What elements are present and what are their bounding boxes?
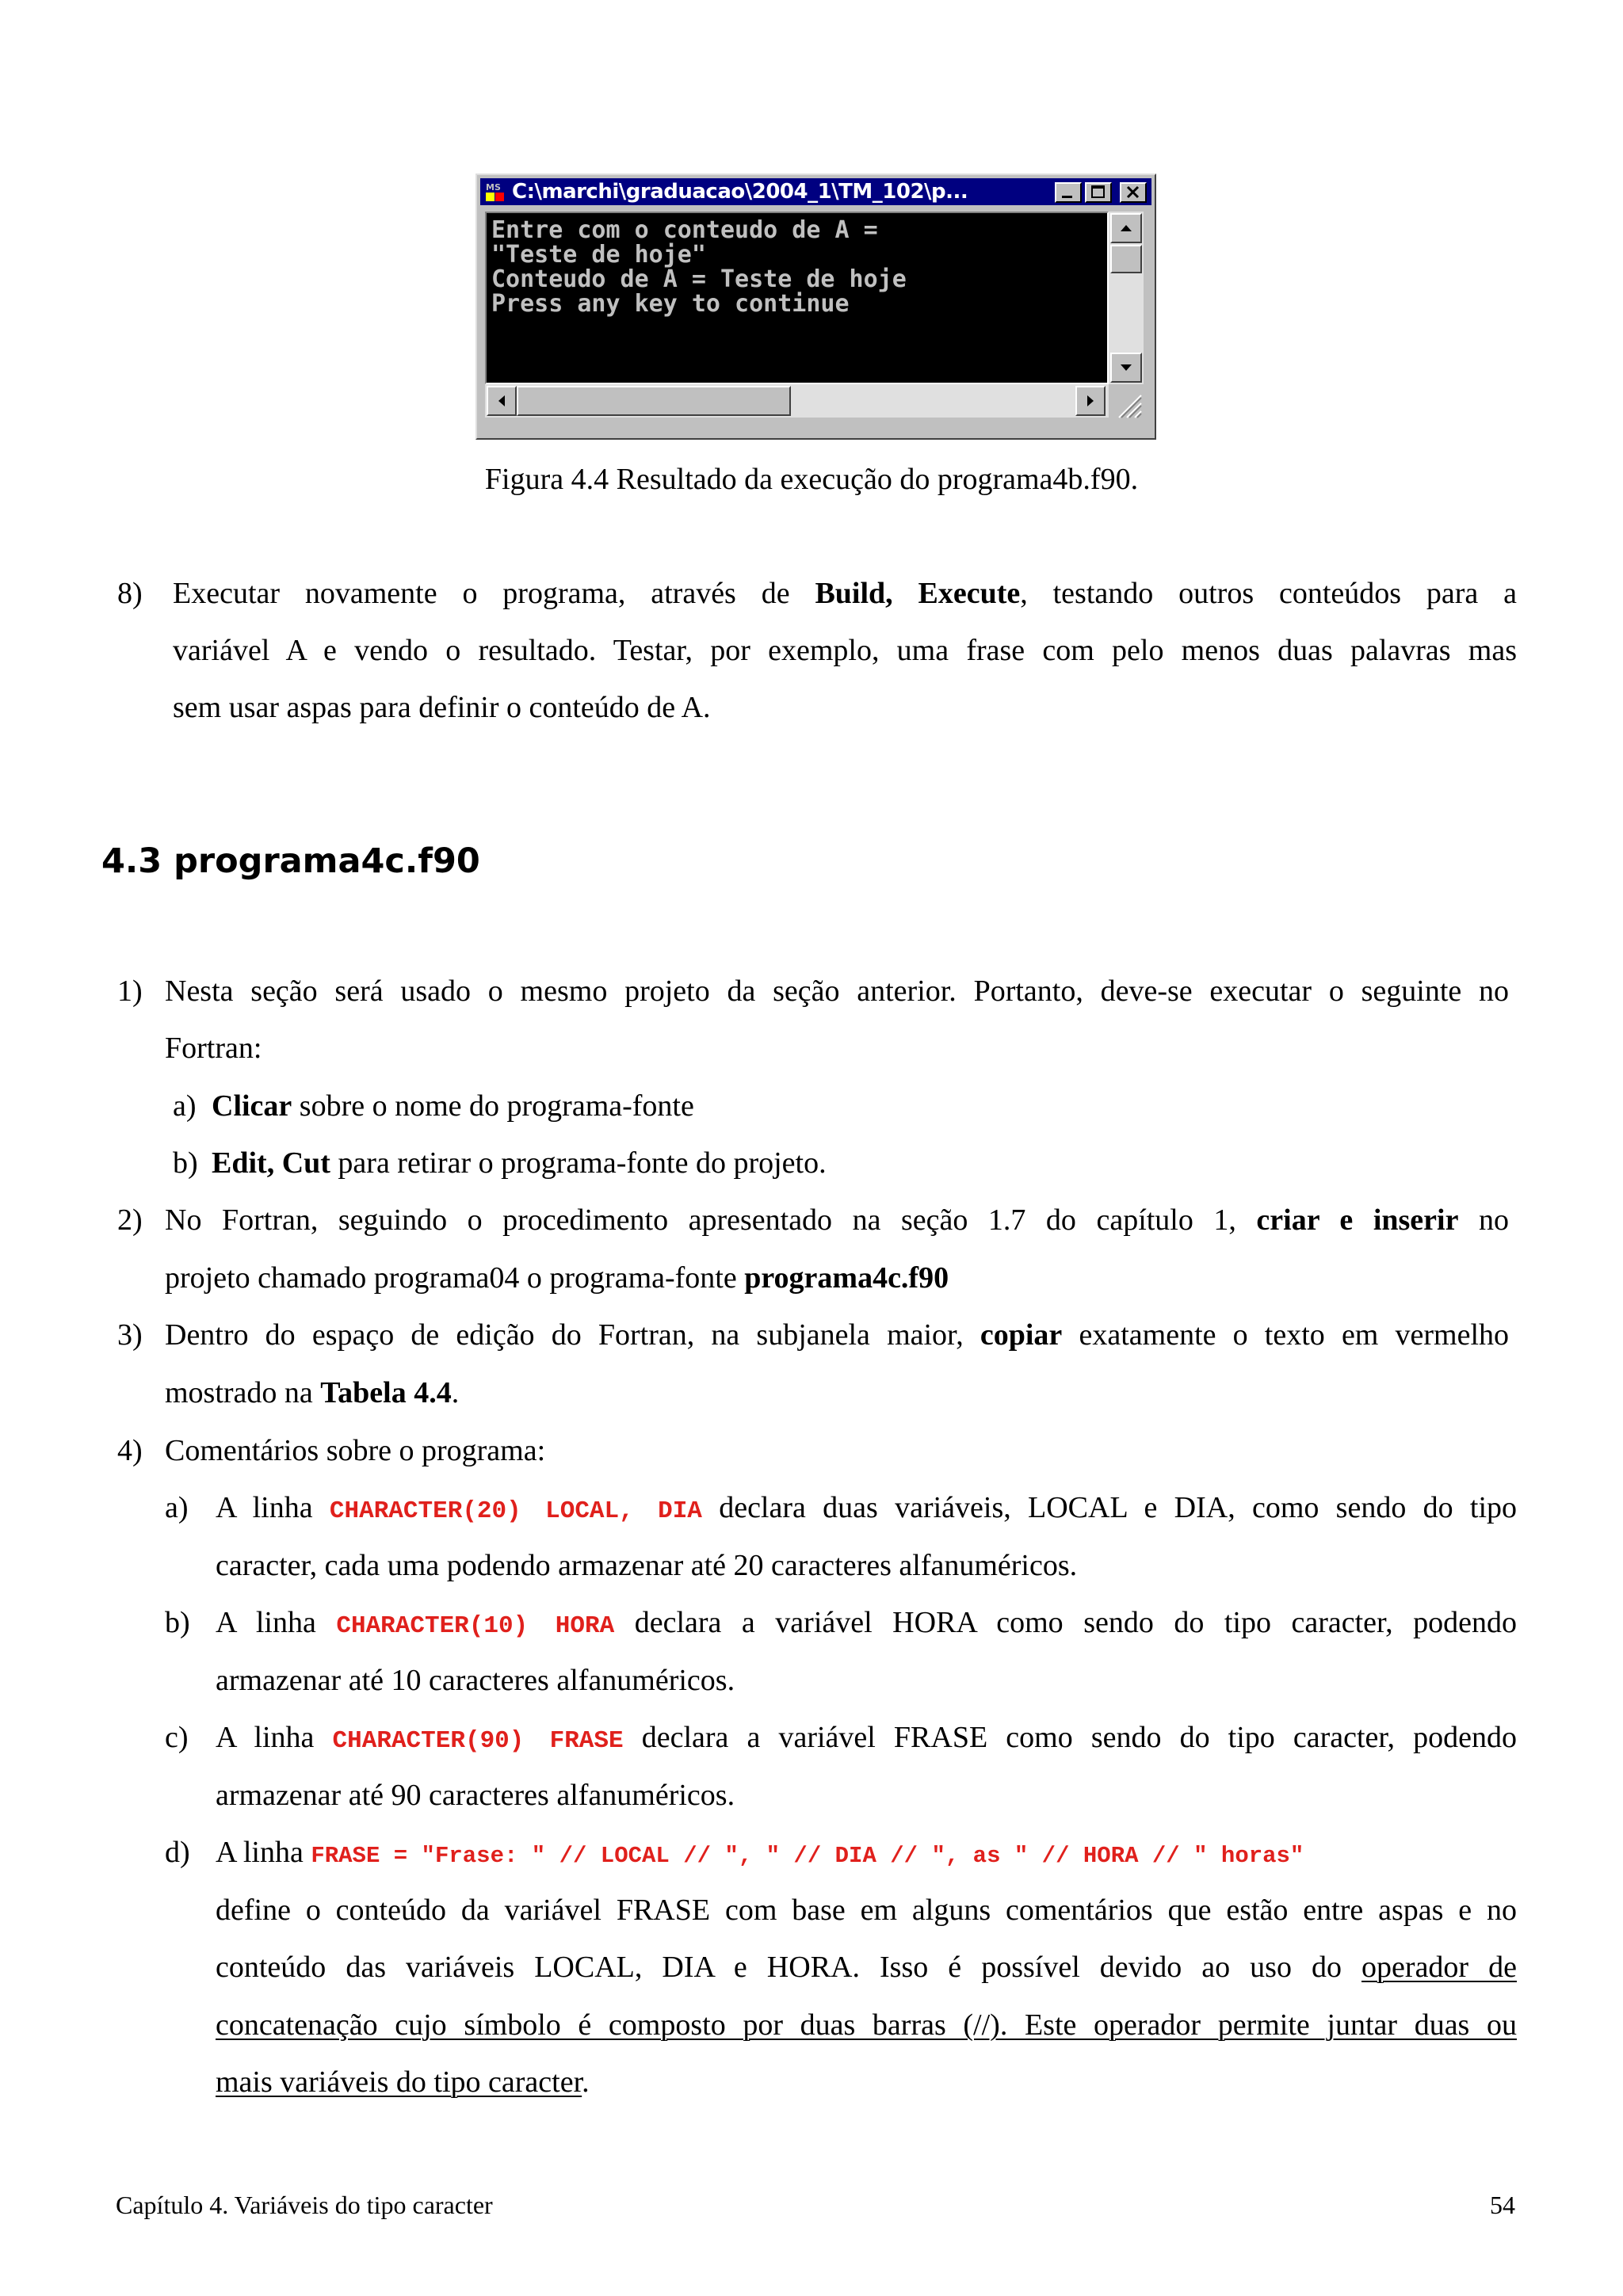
console-line: Entre com o conteudo de A = <box>491 216 878 244</box>
text: No Fortran, seguindo o procedimento apresentado na seção 1.7 do capítulo 1, <box>165 1203 1236 1237</box>
paragraph-line <box>216 2064 590 2100</box>
text: Executar novamente o programa, através de <box>173 577 790 610</box>
sublist-label: a) <box>173 1089 197 1123</box>
paragraph-line <box>216 1834 1304 1875</box>
arrow-up-icon <box>1112 215 1140 242</box>
paragraph-line: Fortran: <box>165 1032 262 1065</box>
paragraph-line <box>216 1719 1517 1760</box>
figure-caption: Figura 4.4 Resultado da execução do programa4b.f90. <box>484 463 1139 496</box>
text: . <box>451 1376 460 1409</box>
paragraph-line <box>165 1260 949 1296</box>
paragraph-line <box>173 575 1517 612</box>
text: conteúdo das variáveis LOCAL, DIA e HORA. Isso é possível devido ao uso do <box>216 1951 1342 1984</box>
text: declara a variável HORA como sendo do tipo caracter, podendo <box>634 1606 1518 1639</box>
paragraph-line: Nesta seção será usado o mesmo projeto da seção anterior. Portanto, deve-se executar o seguinte no <box>165 974 1509 1008</box>
text: projeto chamado programa04 o programa-fonte <box>165 1261 745 1295</box>
arrow-down-icon <box>1112 354 1140 381</box>
text: , testando outros conteúdos para a <box>1020 577 1518 610</box>
sublist-text <box>212 1088 694 1124</box>
paragraph-line <box>216 1489 1517 1530</box>
console-line: Conteudo de A = Teste de hoje <box>491 265 907 293</box>
close-icon <box>1121 184 1145 201</box>
console-line: "Teste de hoje" <box>491 241 706 269</box>
text: declara duas variáveis, LOCAL e DIA, como sendo do tipo <box>719 1491 1518 1524</box>
sublist-label: b) <box>165 1606 190 1639</box>
paragraph-line <box>165 1375 459 1411</box>
paragraph-line: armazenar até 10 caracteres alfanuméricos. <box>216 1664 735 1697</box>
sublist-text <box>212 1145 827 1181</box>
list-number: 4) <box>117 1434 143 1467</box>
maximize-button[interactable] <box>1085 182 1112 203</box>
scroll-right-button[interactable] <box>1075 386 1106 416</box>
sublist-label: c) <box>165 1721 189 1754</box>
console-line: Press any key to continue <box>491 290 850 318</box>
underlined-text: operador de <box>1361 1951 1517 1984</box>
paragraph-line <box>165 1317 1509 1353</box>
arrow-right-icon <box>1077 387 1104 414</box>
text: A linha <box>216 1721 315 1754</box>
paragraph-line: caracter, cada uma podendo armazenar até 20 caracteres alfanuméricos. <box>216 1549 1078 1582</box>
minimize-button[interactable] <box>1055 182 1082 203</box>
sublist-label: d) <box>165 1836 190 1869</box>
list-number: 2) <box>117 1203 143 1237</box>
code-snippet: CHARACTER(20) LOCAL, DIA <box>329 1497 702 1525</box>
console-output <box>485 212 1109 384</box>
text: para retirar o programa-fonte do projeto. <box>330 1146 827 1180</box>
window-titlebar <box>480 178 1151 205</box>
maximize-icon <box>1086 184 1110 201</box>
bold-text: copiar <box>980 1318 1063 1352</box>
sublist-label: a) <box>165 1491 189 1524</box>
vertical-scrollbar[interactable] <box>1109 212 1144 384</box>
console-window <box>475 174 1156 440</box>
text: . <box>582 2065 590 2099</box>
scroll-down-button[interactable] <box>1110 353 1142 383</box>
close-button[interactable] <box>1120 182 1147 203</box>
paragraph-line <box>216 2007 1517 2043</box>
bold-text: criar e inserir <box>1256 1203 1459 1237</box>
text: declara a variável FRASE como sendo do tipo caracter, podendo <box>641 1721 1518 1754</box>
text: sobre o nome do programa-fonte <box>292 1089 694 1123</box>
underlined-text: concatenação cujo símbolo é composto por duas barras (//). Este operador permite juntar duas ou <box>216 2008 1517 2042</box>
sublist-label: b) <box>173 1146 198 1180</box>
text: A linha <box>216 1491 313 1524</box>
code-snippet: CHARACTER(10) HORA <box>336 1612 615 1640</box>
bold-text: programa4c.f90 <box>744 1261 949 1295</box>
arrow-left-icon <box>488 387 515 414</box>
window-title: C:\marchi\graduacao\2004_1\TM_102\p... <box>512 180 968 204</box>
text: mostrado na <box>165 1376 321 1409</box>
msdos-app-icon <box>485 181 506 203</box>
text: A linha <box>216 1836 304 1869</box>
svg-text:MS: MS <box>486 182 501 193</box>
scroll-thumb[interactable] <box>517 386 791 416</box>
paragraph-line <box>165 1202 1509 1238</box>
page-number: 54 <box>1490 2191 1515 2219</box>
text: exatamente o texto em vermelho <box>1079 1318 1510 1352</box>
list-number: 1) <box>117 974 143 1008</box>
footer-chapter: Capítulo 4. Variáveis do tipo caracter <box>116 2191 493 2219</box>
text: Dentro do espaço de edição do Fortran, na subjanela maior, <box>165 1318 964 1352</box>
minimize-icon <box>1056 184 1080 201</box>
paragraph-line: variável A e vendo o resultado. Testar, por exemplo, uma frase com pelo menos duas palavras mas <box>173 634 1517 667</box>
resize-grip-icon[interactable] <box>1111 387 1143 419</box>
underlined-text: mais variáveis do tipo caracter <box>216 2065 582 2099</box>
bold-text: Build, Execute <box>815 577 1021 610</box>
paragraph-line: Comentários sobre o programa: <box>165 1434 546 1467</box>
paragraph-line: define o conteúdo da variável FRASE com base em alguns comentários que estão entre aspas e no <box>216 1894 1517 1927</box>
horizontal-scrollbar[interactable] <box>485 384 1109 418</box>
paragraph-line: armazenar até 90 caracteres alfanuméricos. <box>216 1779 735 1812</box>
text: no <box>1478 1203 1509 1237</box>
list-number: 8) <box>117 577 143 610</box>
code-snippet: CHARACTER(90) FRASE <box>332 1727 624 1755</box>
paragraph-line <box>216 1949 1517 1985</box>
paragraph-line: sem usar aspas para definir o conteúdo de A. <box>173 691 711 724</box>
code-snippet: FRASE = "Frase: " // LOCAL // ", " // DIA // ", as " // HORA // " horas" <box>311 1843 1304 1869</box>
bold-text: Edit, Cut <box>212 1146 330 1180</box>
scroll-left-button[interactable] <box>487 386 517 416</box>
scroll-thumb[interactable] <box>1110 245 1142 273</box>
bold-text: Tabela 4.4 <box>320 1376 452 1409</box>
paragraph-line <box>216 1604 1517 1645</box>
section-heading: 4.3 programa4c.f90 <box>101 841 480 881</box>
bold-text: Clicar <box>212 1089 292 1123</box>
text: A linha <box>216 1606 316 1639</box>
list-number: 3) <box>117 1318 143 1352</box>
scroll-up-button[interactable] <box>1110 213 1142 243</box>
